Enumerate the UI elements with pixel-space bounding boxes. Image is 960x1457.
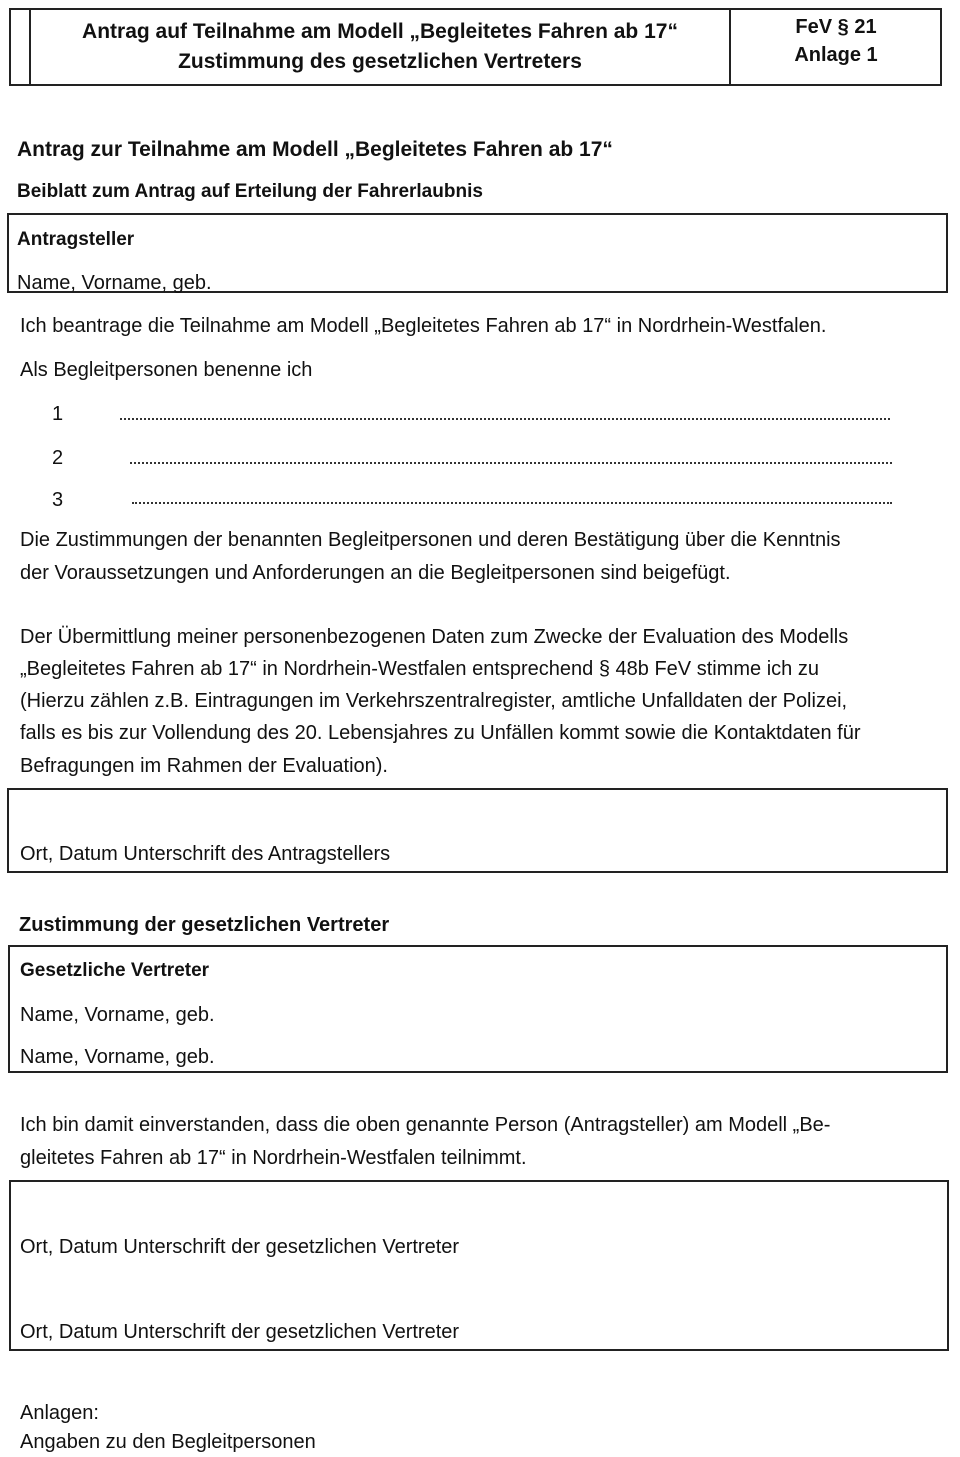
companion-number: 3 [52,489,64,511]
guardian-box-title: Gesetzliche Vertreter [20,960,210,981]
applicant-name-field[interactable]: Name, Vorname, geb. [17,272,212,294]
data-paragraph-line: Der Übermittlung meiner personenbezogenen Daten zum Zwecke der Evaluation des Modells [20,626,849,648]
attachments-item: Angaben zu den Begleitpersonen [20,1431,316,1453]
companions-label: Als Begleitpersonen benenne ich [20,359,313,381]
header-ref-line2: Anlage 1 [794,44,878,66]
companion-number: 1 [52,403,64,425]
guardian-heading: Zustimmung der gesetzlichen Vertreter [19,914,390,936]
data-paragraph-line: falls es bis zur Vollendung des 20. Lebensjahres zu Unfällen kommt sowie die Kontaktdaten für [20,722,861,744]
companion-line-3[interactable] [132,502,892,504]
guardian-signature-label-1: Ort, Datum Unterschrift der gesetzlichen Vertreter [20,1236,460,1258]
guardian-consent-line: Ich bin damit einverstanden, dass die oben genannte Person (Antragsteller) am Modell „Be- [20,1114,831,1136]
consent-paragraph-line: der Voraussetzungen und Anforderungen an die Begleitpersonen sind beigefügt. [20,562,731,584]
applicant-signature-label: Ort, Datum Unterschrift des Antragstellers [20,843,391,865]
attachments-label: Anlagen: [20,1402,99,1424]
data-paragraph-line: „Begleitetes Fahren ab 17“ in Nordrhein-Westfalen entsprechend § 48b FeV stimme ich zu [20,658,819,680]
companion-line-1[interactable] [120,418,890,420]
companion-line-2[interactable] [130,462,892,464]
guardian-name-field-1[interactable]: Name, Vorname, geb. [20,1004,215,1026]
page-heading: Antrag zur Teilnahme am Modell „Begleitetes Fahren ab 17“ [17,138,613,161]
consent-paragraph-line: Die Zustimmungen der benannten Begleitpersonen und deren Bestätigung über die Kenntnis [20,529,841,551]
guardian-consent-line: gleitetes Fahren ab 17“ in Nordrhein-Westfalen teilnimmt. [20,1147,527,1169]
companion-number: 2 [52,447,64,469]
request-text: Ich beantrage die Teilnahme am Modell „Begleitetes Fahren ab 17“ in Nordrhein-Westfalen. [20,315,827,337]
data-paragraph-line: (Hierzu zählen z.B. Eintragungen im Verkehrszentralregister, amtliche Unfalldaten der Polizei, [20,690,848,712]
header-title-line2: Zustimmung des gesetzlichen Vertreters [178,50,582,73]
header-ref-line1: FeV § 21 [795,16,877,38]
guardian-signature-label-2: Ort, Datum Unterschrift der gesetzlichen Vertreter [20,1321,460,1343]
data-paragraph-line: Befragungen im Rahmen der Evaluation). [20,755,388,777]
guardian-name-field-2[interactable]: Name, Vorname, geb. [20,1046,215,1068]
page-subheading: Beiblatt zum Antrag auf Erteilung der Fahrerlaubnis [17,181,483,202]
applicant-box-title: Antragsteller [17,229,135,250]
header-title-line1: Antrag auf Teilnahme am Modell „Begleitetes Fahren ab 17“ [82,20,678,43]
